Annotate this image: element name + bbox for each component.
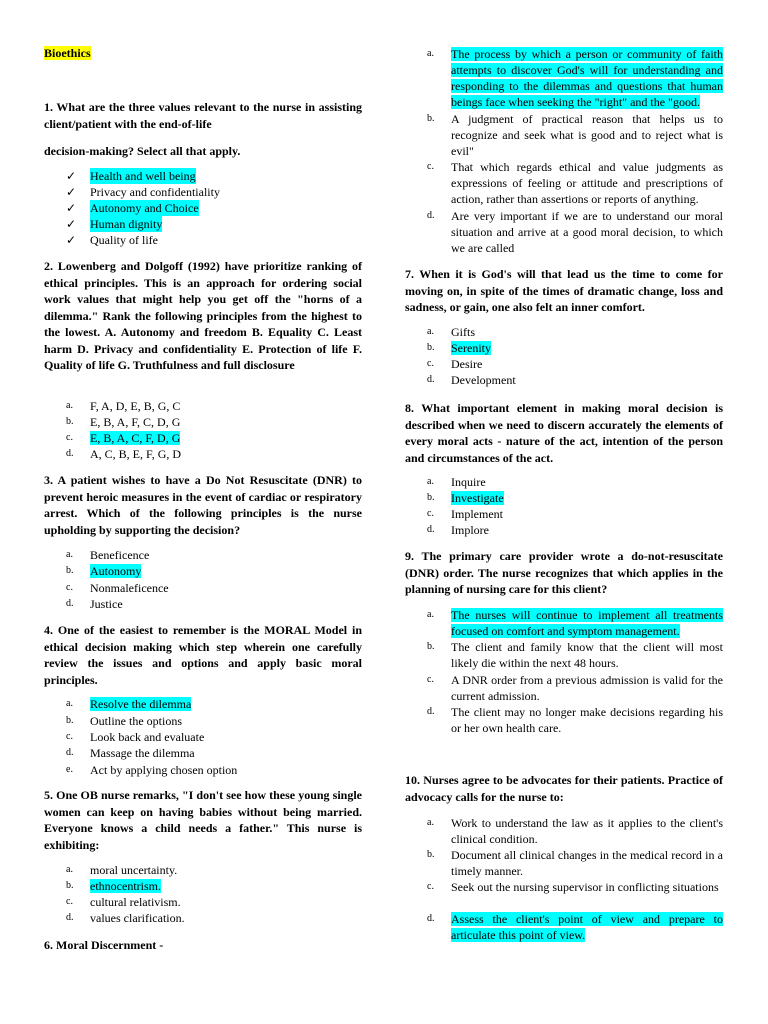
q9-option-c: c. A DNR order from a previous admission is valid for the current admission. <box>427 673 723 703</box>
q5-option-d: d. values clarification. <box>66 911 185 925</box>
q9-option-d: d. The client may no longer make decisions regarding his or her own health care. <box>427 705 723 735</box>
q3-option-c: c. Nonmaleficence <box>66 581 169 595</box>
checkmark-icon: ✓ <box>66 201 77 215</box>
q10-option-a: a. Work to understand the law as it applies to the client's clinical condition. <box>427 816 723 846</box>
q2-option-b: b. E, B, A, F, C, D, G <box>66 415 181 429</box>
q8-option-d: d. Implore <box>427 523 489 537</box>
q8-option-a: a. Inquire <box>427 475 486 489</box>
q7-option-c: c. Desire <box>427 357 483 371</box>
question-4-text: 4. One of the easiest to remember is the MORAL Model in ethical decision making which step wherein one carefully review the issues and options and apply basic moral principles. <box>44 623 362 687</box>
question-7-text: 7. When it is God's will that lead us the time to come for moving on, in spite of the times of dramatic change, loss and sadness, or gain, one also felt an inner comfort. <box>405 267 723 314</box>
question-9-text: 9. The primary care provider wrote a do-not-resuscitate (DNR) order. The nurse recognizes that which applies in the planning of nursing care for this client? <box>405 549 723 596</box>
q5-option-b: b. ethnocentrism. <box>66 879 161 893</box>
q3-option-b: b. Autonomy <box>66 564 142 578</box>
q10-option-d: d. Assess the client's point of view and prepare to articulate this point of view. <box>427 912 723 942</box>
q9-option-a: a. The nurses will continue to implement all treatments focused on comfort and symptom management. <box>427 608 723 638</box>
question-3-text: 3. A patient wishes to have a Do Not Resuscitate (DNR) to prevent heroic measures in the event of cardiac or respiratory arrest. Which of the following principles is the nurse upholding by supporting the decision? <box>44 473 362 537</box>
question-6-text: 6. Moral Discernment - <box>44 938 164 952</box>
checkmark-icon: ✓ <box>66 169 77 183</box>
question-8-text: 8. What important element in making moral decision is described when we need to discern accurately the elements of every moral acts - nature of the act, intention of the person and circumstances of the act. <box>405 401 723 465</box>
q6-option-b: b. A judgment of practical reason that helps us to recognize and seek what is good and to reject what is evil" <box>427 112 723 158</box>
q8-option-b: b. Investigate <box>427 491 504 505</box>
q7-option-a: a. Gifts <box>427 325 475 339</box>
q3-option-d: d. Justice <box>66 597 123 611</box>
q10-option-c: c. Seek out the nursing supervisor in conflicting situations <box>427 880 719 894</box>
q4-option-e: e. Act by applying chosen option <box>66 763 238 777</box>
q5-option-c: c. cultural relativism. <box>66 895 181 909</box>
q6-option-d: d. Are very important if we are to understand our moral situation and arrive at a good moral decision, to which we are called <box>427 209 723 255</box>
q4-option-b: b. Outline the options <box>66 714 182 728</box>
checkmark-icon: ✓ <box>66 185 77 199</box>
q6-option-c: c. That which regards ethical and value judgments as expressions of feeling or attitude and prescriptions of action, rather than assertions or reports of anything. <box>427 160 723 206</box>
q2-option-c: c. E, B, A, C, F, D, G <box>66 431 181 445</box>
q9-option-b: b. The client and family know that the client will most likely die within the next 48 hours. <box>427 640 723 670</box>
q4-option-c: c. Look back and evaluate <box>66 730 205 744</box>
q5-option-a: a. moral uncertainty. <box>66 863 178 877</box>
q7-option-d: d. Development <box>427 373 516 387</box>
q2-option-a: a. F, A, D, E, B, G, C <box>66 399 181 413</box>
page-title: Bioethics <box>44 46 91 60</box>
q8-option-c: c. Implement <box>427 507 503 521</box>
q2-option-d: d. A, C, B, E, F, G, D <box>66 447 182 461</box>
question-2-text: 2. Lowenberg and Dolgoff (1992) have prioritize ranking of ethical principles. This is an approach for ordering social work values that might help you get off the "horns of a dilemma." Rank the following principles from the highest to the lowest. A. Autonomy and freedom B. Equality C. Least harm D. Privacy and confidentiality E. Protection of life F. Quality of life G. Truthfulness and full disclosure <box>44 259 362 372</box>
checkmark-icon: ✓ <box>66 233 77 247</box>
question-10-text: 10. Nurses agree to be advocates for their patients. Practice of advocacy calls for the nurse to: <box>405 773 723 804</box>
q7-option-b: b. Serenity <box>427 341 491 355</box>
q4-option-a: a. Resolve the dilemma <box>66 697 192 711</box>
question-5-text: 5. One OB nurse remarks, "I don't see how these young single women can keep on having babies without being married. Everyone knows a child needs a father." This nurse is exhibiting: <box>44 788 362 852</box>
q10-option-b: b. Document all clinical changes in the medical record in a timely manner. <box>427 848 723 878</box>
q4-option-d: d. Massage the dilemma <box>66 746 195 760</box>
q6-option-a: a. The process by which a person or community of faith attempts to discover God's will for understanding and responding to the dilemmas and questions that human beings face when seeking the "right" and the "good. <box>427 47 723 109</box>
q3-option-a: a. Beneficence <box>66 548 150 562</box>
checkmark-icon: ✓ <box>66 217 77 231</box>
question-1-text-cont: decision-making? Select all that apply. <box>44 144 241 158</box>
question-1-text: 1. What are the three values relevant to the nurse in assisting client/patient with the end-of-life <box>44 100 362 131</box>
